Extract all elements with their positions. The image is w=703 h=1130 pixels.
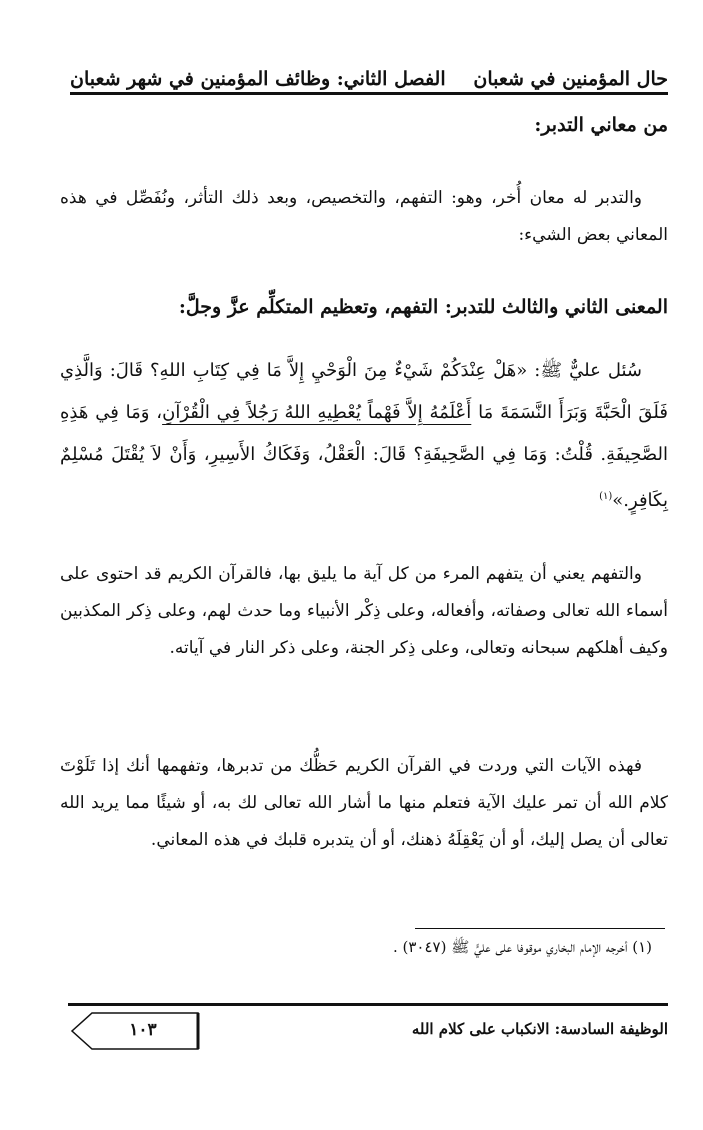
hadith-quote bbox=[60, 350, 668, 522]
page-number: ١٠٣ bbox=[129, 1020, 157, 1040]
section-heading: من معاني التدبر: bbox=[534, 114, 668, 136]
hadith-text-start: سُئل عليٌّ ﷺ: «هَلْ عِنْدَكُمْ شَيْءٌ مِنَ الْوَحْيِ إِلاَّ مَا فِي كِتَابِ اللهِ؟ قَالَ: وَالَّذِي فَلَقَ الْحَبَّةَ وَبَرَأَ النَّسَمَةَ مَا bbox=[60, 360, 668, 423]
hadith-text-end: ، وَمَا فِي هَذِهِ الصَّحِيفَةِ. قُلْتُ: وَمَا فِي الصَّحِيفَةِ؟ قَالَ: الْعَقْلُ، وَفَكَاكُ الأَسِيرِ، وَأَنْ لاَ يُقْتَلَ مُسْلِمٌ بِكَافِرٍ.» bbox=[60, 402, 668, 511]
book-title: حال المؤمنين في شعبان bbox=[473, 68, 668, 90]
header-divider bbox=[70, 92, 668, 95]
footer-divider bbox=[68, 1003, 668, 1006]
footnote: (١) أخرجه الإمام البخاري موقوفا على عليٍّ ﷺ (٣٠٤٧) . bbox=[392, 938, 652, 956]
footer-section-title: الوظيفة السادسة: الانكباب على كلام الله bbox=[411, 1020, 668, 1038]
subheading: المعنى الثاني والثالث للتدبر: التفهم، وتعظيم المتكلِّم عزَّ وجلَّ: bbox=[178, 296, 668, 318]
running-header bbox=[70, 50, 668, 90]
footnote-divider bbox=[415, 928, 665, 929]
intro-paragraph: والتدبر له معان أُخر، وهو: التفهم، والتخصيص، وبعد ذلك التأثر، ونُفَصِّل في هذه المعاني بعض الشيء: bbox=[60, 188, 668, 245]
explanation-paragraph: والتفهم يعني أن يتفهم المرء من كل آية ما يليق بها، فالقرآن الكريم قد احتوى على أسماء الله تعالى وصفاته، وأفعاله، وعلى ذِكْر الأنبياء وما حدث لهم، وعلى ذِكر المكذبين وكيف أهلكهم سبحانه وتعالى، وعلى ذِكر الجنة، وعلى ذكر النار في آياته. bbox=[60, 564, 668, 658]
conclusion-paragraph: فهذه الآيات التي وردت في القرآن الكريم حَظُّك من تدبرها، وتفهمها أنك إذا تَلَوْتَ كلام الله أن تمر عليك الآية فتعلم منها ما أشار الله تعالى لك به، أو شيئًا مما يريد الله تعالى أن يصل إليك، أو أن يَعْقِلَهُ ذهنك، أو أن يتدبره قلبك في هذه المعاني. bbox=[60, 756, 668, 850]
page-number-tab bbox=[70, 1012, 200, 1050]
hadith-underlined-text: أَعْلَمُهُ إِلاَّ فَهْماً يُعْطِيهِ اللهُ رَجُلاً فِي الْقُرْآنِ bbox=[162, 402, 472, 423]
footnote-reference: (١) bbox=[599, 491, 613, 502]
chapter-title: الفصل الثاني: وظائف المؤمنين في شهر شعبان bbox=[70, 68, 446, 90]
